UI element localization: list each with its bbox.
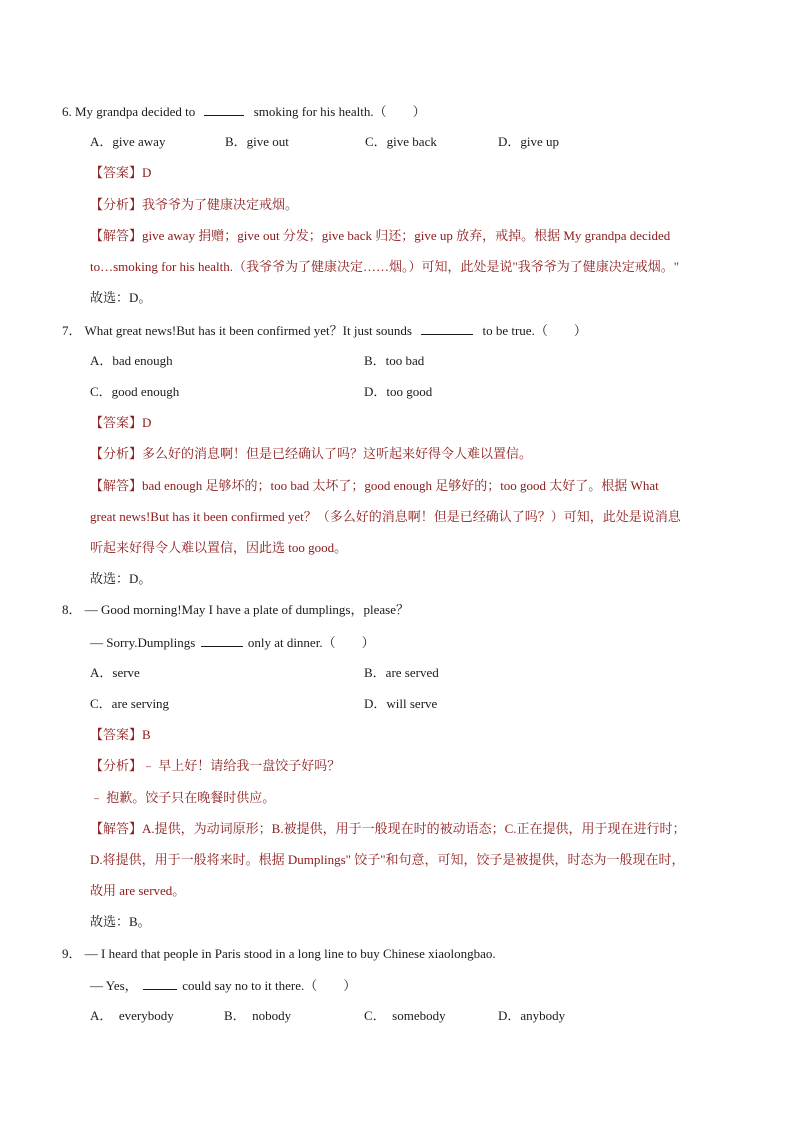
question-6-stem: [62, 103, 426, 120]
option-a: A． everybody: [90, 1008, 174, 1023]
stem-text: — Sorry.Dumplings: [90, 635, 196, 650]
option-b: B．are served: [364, 665, 439, 680]
explanation-line: 【解答】give away 捐赠；give out 分发；give back 归还；give up 放弃，戒掉。根据 My grandpa decided: [90, 228, 671, 243]
analysis-line: 【分析】﹣ 早上好！请给我一盘饺子好吗？: [90, 758, 341, 773]
stem-text: — Good morning!May I have a plate of dumplings，please？: [84, 602, 409, 617]
answer-blank: [204, 103, 244, 116]
stem-text: What great news!But has it been confirmed yet？It just sounds: [84, 323, 412, 338]
choice-line: 故选：B。: [90, 914, 151, 929]
answer-line: 【答案】B: [90, 727, 151, 742]
stem-text: — I heard that people in Paris stood in a long line to buy Chinese xiaolongbao.: [84, 946, 496, 961]
choice-line: 故选：D。: [90, 571, 152, 586]
option-b: B．too bad: [364, 353, 425, 368]
question-number: 9．: [62, 946, 82, 961]
stem-text: My grandpa decided to: [75, 104, 196, 119]
option-d: D．give up: [498, 134, 560, 149]
stem-text: could say no to it there.（ ）: [182, 978, 357, 993]
option-b: B．give out: [225, 134, 289, 149]
explanation-line: great news!But has it been confirmed yet？（多么好的消息啊！但是已经确认了吗？）可知，此处是说消息: [90, 509, 681, 524]
option-d: D．will serve: [364, 696, 438, 711]
question-9-stem: [62, 946, 496, 962]
option-c: C．give back: [365, 134, 437, 149]
option-a: A．give away: [90, 134, 166, 149]
choice-line: 故选：D。: [90, 290, 152, 305]
answer-blank: [201, 634, 243, 647]
question-7-stem: [62, 322, 587, 339]
answer-line: 【答案】D: [90, 415, 152, 430]
option-a: A．serve: [90, 665, 140, 680]
stem-text: smoking for his health.（ ）: [253, 104, 426, 119]
option-a: A．bad enough: [90, 353, 173, 368]
question-8-stem: [62, 602, 409, 618]
explanation-line: D.将提供，用于一般将来时。根据 Dumplings" 饺子"和句意，可知，饺子是被提供，时态为一般现在时，: [90, 852, 685, 867]
analysis-line: ﹣ 抱歉。饺子只在晚餐时供应。: [90, 790, 276, 805]
question-number: 6.: [62, 104, 72, 119]
explanation-line: to…smoking for his health.（我爷爷为了健康决定……烟。）可知，此处是说"我爷爷为了健康决定戒烟。": [90, 259, 680, 274]
explanation-line: 听起来好得令人难以置信，因此选 too good。: [90, 540, 348, 555]
option-b: B． nobody: [224, 1008, 292, 1023]
option-d: D．anybody: [498, 1008, 566, 1023]
explanation-text: A.提供，为动词原形；B.被提供，用于一般现在时的被动语态；C.正在提供，用于现在进行时；: [142, 821, 686, 836]
option-c: C． somebody: [364, 1008, 446, 1023]
stem-text: only at dinner.（ ）: [247, 635, 375, 650]
explanation-line: 【解答】bad enough 足够坏的；too bad 太坏了；good enough 足够好的；too good 太好了。根据 What: [90, 478, 659, 493]
option-c: C．good enough: [90, 384, 180, 399]
question-number: 7．: [62, 323, 82, 338]
explanation-line: [90, 821, 686, 837]
question-8-stem-line2: [90, 634, 375, 651]
answer-blank: [421, 322, 473, 335]
question-number: 8．: [62, 602, 82, 617]
stem-text: to be true.（ ）: [482, 323, 587, 338]
answer-blank: [143, 977, 177, 990]
question-9-stem-line2: [90, 977, 356, 994]
answer-line: 【答案】D: [90, 165, 152, 180]
option-c: C．are serving: [90, 696, 170, 711]
stem-text: — Yes，: [90, 978, 138, 993]
analysis-line: 【分析】我爷爷为了健康决定戒烟。: [90, 197, 299, 212]
option-d: D．too good: [364, 384, 433, 399]
explanation-label: 【解答】: [90, 821, 143, 836]
explanation-line: 故用 are served。: [90, 883, 186, 898]
analysis-line: 【分析】多么好的消息啊！但是已经确认了吗？这听起来好得令人难以置信。: [90, 446, 533, 461]
